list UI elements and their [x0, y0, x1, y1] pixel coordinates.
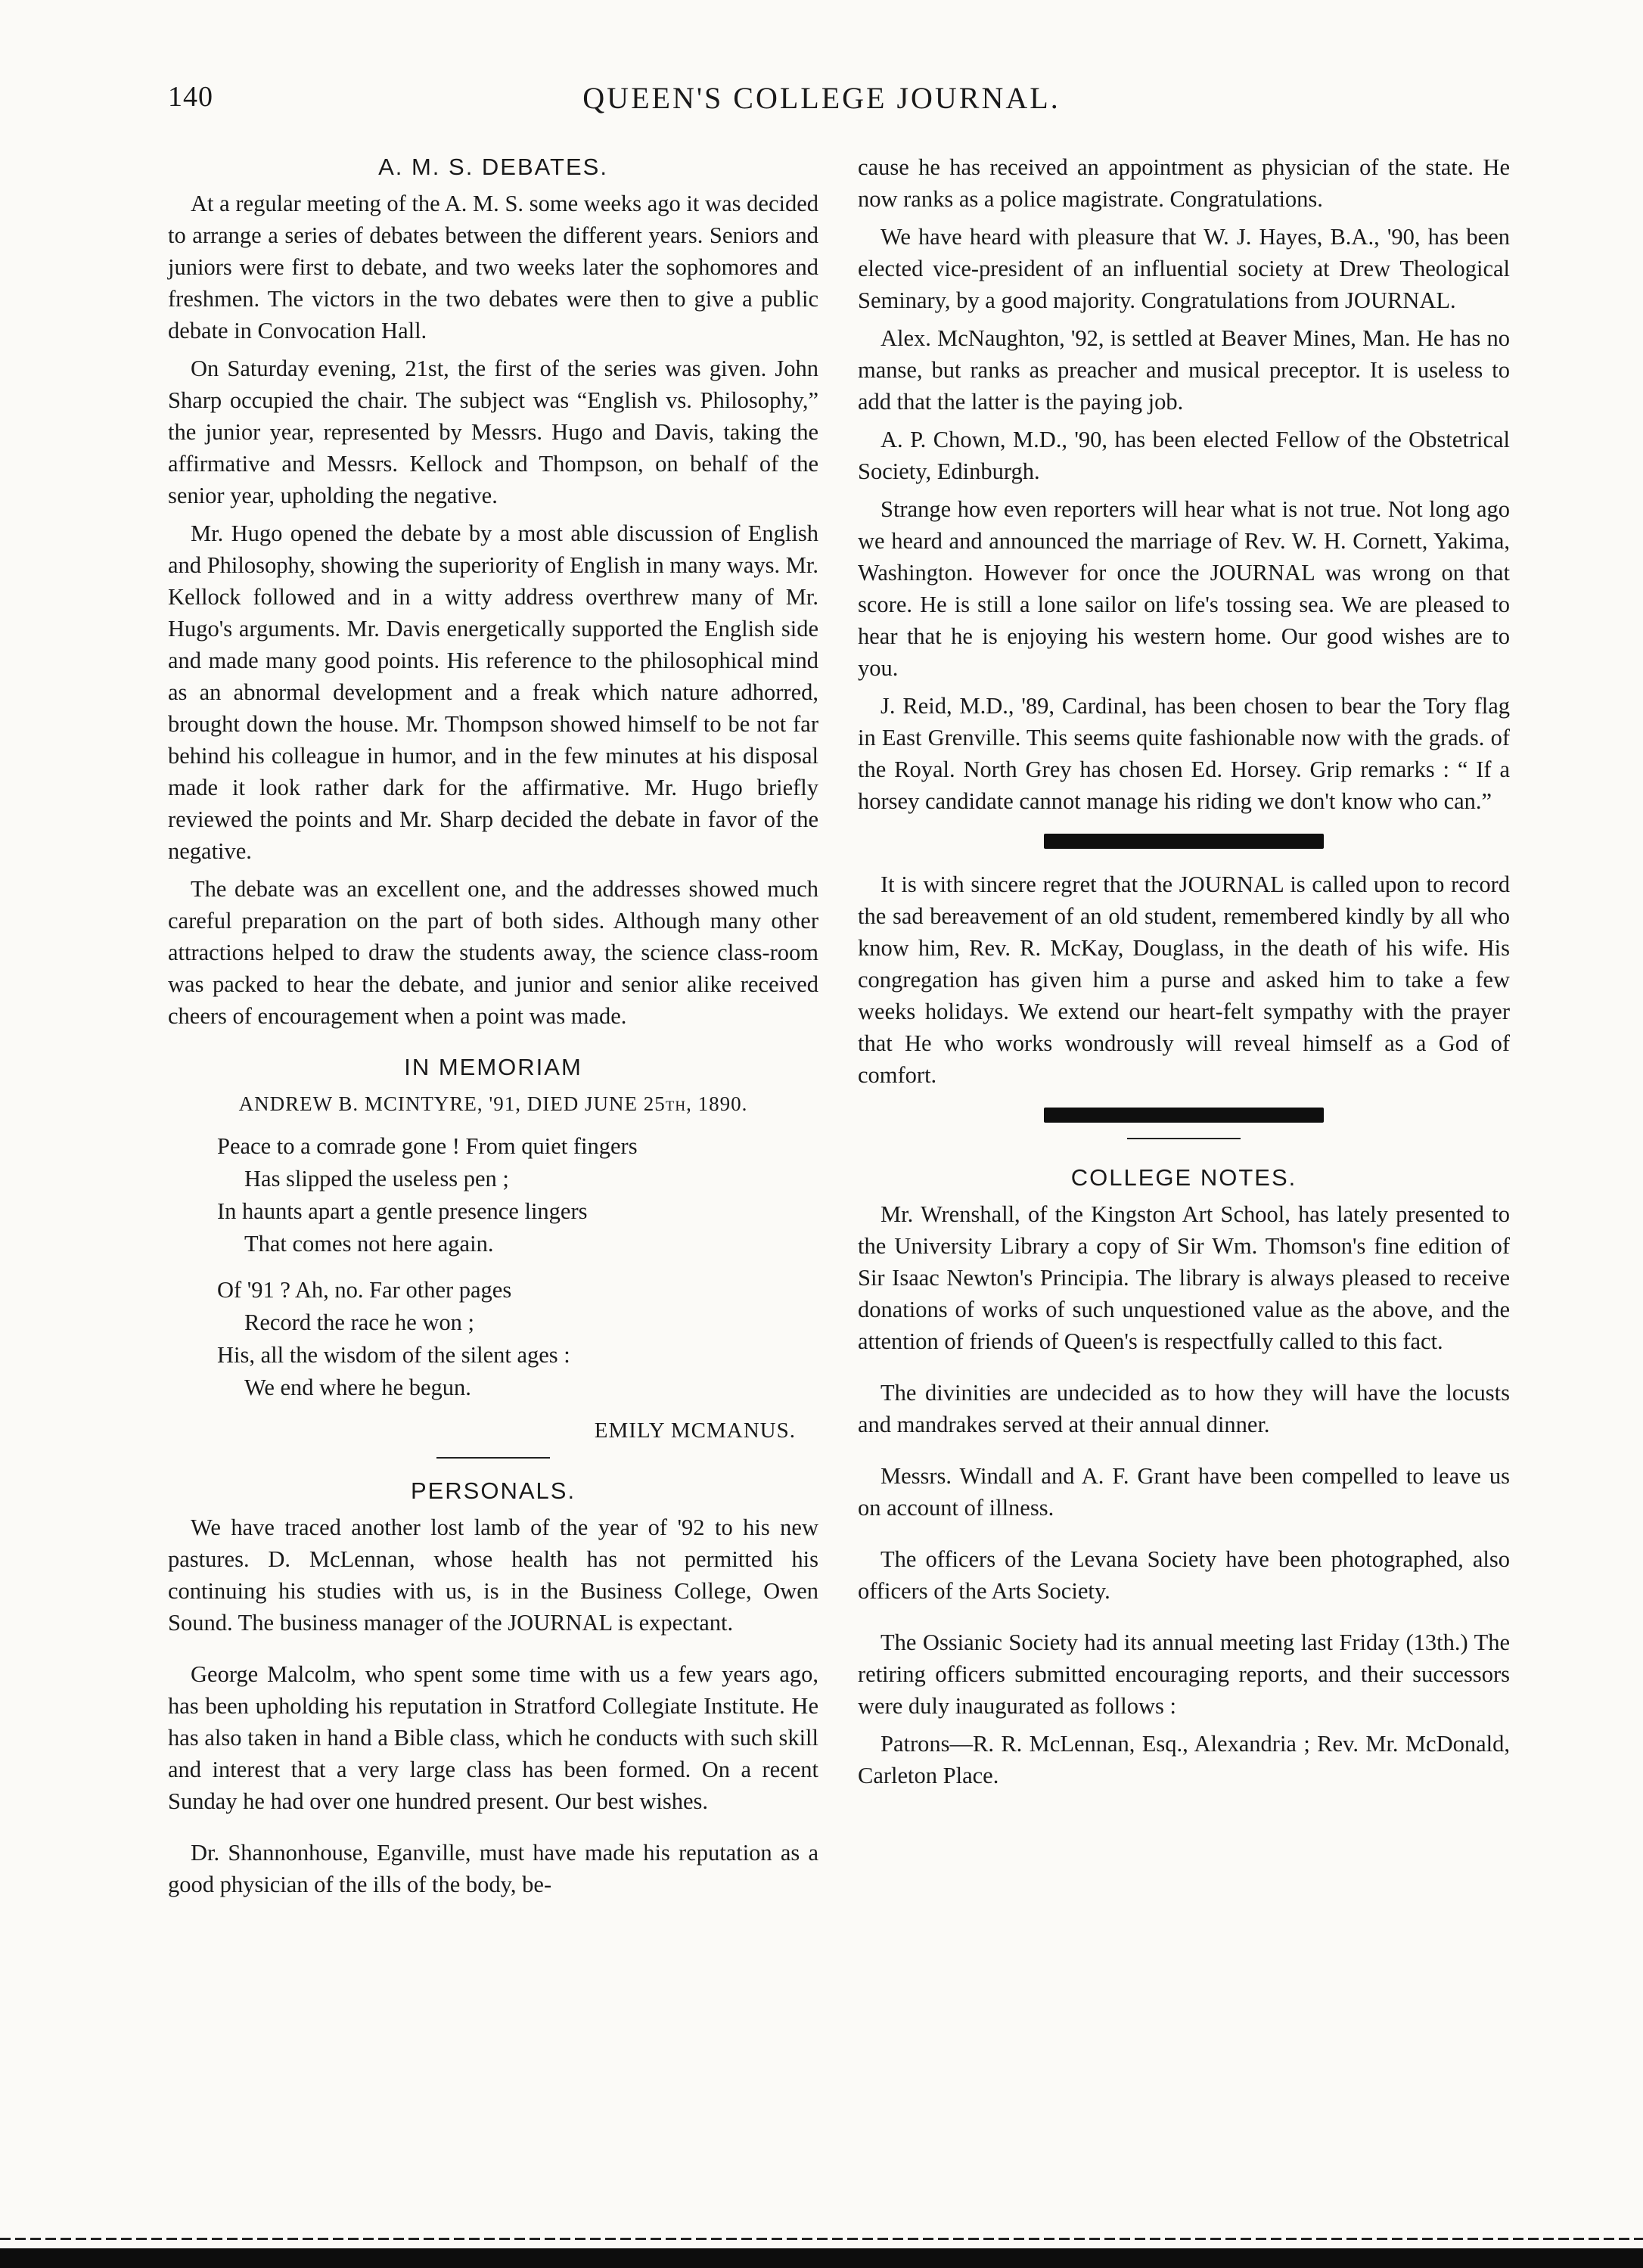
poem-stanza — [217, 1274, 818, 1404]
poem-line: Record the race he won ; — [244, 1310, 475, 1335]
bottom-edge-rule — [0, 2248, 1643, 2268]
ams-debates-heading: A. M. S. DEBATES. — [378, 154, 608, 180]
section-divider — [436, 1457, 550, 1459]
college-notes-heading: COLLEGE NOTES. — [1070, 1164, 1297, 1191]
personal-item: Alex. McNaughton, '92, is settled at Beaver Mines, Man. He has no manse, but ranks as preacher and musical preceptor. It is useless to add that the latter is the paying job. — [858, 325, 1510, 415]
poem-line: That comes not here again. — [244, 1231, 494, 1257]
personal-item: We have heard with pleasure that W. J. Hayes, B.A., '90, has been elected vice-president of an influential society at Drew Theological Seminary, by a good majority. Congratulations from JOURNAL. — [858, 224, 1510, 313]
poem-line: His, all the wisdom of the silent ages : — [217, 1342, 570, 1368]
personal-item: J. Reid, M.D., '89, Cardinal, has been chosen to bear the Tory flag in East Grenville. This seems quite fashionable now with the grads. of the Royal. North Grey has chosen Ed. Horsey. Grip remarks : “ If a horsey candidate cannot manage his riding we don't know who can.” — [858, 693, 1510, 814]
page-number: 140 — [168, 81, 213, 113]
college-note: The divinities are undecided as to how they will have the locusts and mandrakes served at their annual dinner. — [858, 1380, 1510, 1437]
personal-item-continued: cause he has received an appointment as physician of the state. He now ranks as a police magistrate. Congratulations. — [858, 154, 1510, 212]
memoriam-subtitle: ANDREW B. MCINTYRE, '91, DIED JUNE 25th, 1890. — [238, 1092, 748, 1115]
page-header — [0, 80, 1643, 126]
in-memoriam-heading: IN MEMORIAM — [404, 1054, 582, 1080]
poem-stanza — [217, 1130, 818, 1260]
right-column — [858, 151, 1510, 1791]
college-note: The Ossianic Society had its annual meeting last Friday (13th.) The retiring officers submitted encouraging reports, and their successors were duly inaugurated as follows : — [858, 1630, 1510, 1719]
personal-item: We have traced another lost lamb of the year of '92 to his new pastures. D. McLennan, whose health has not permitted his continuing his studies with us, is in the Business College, Owen Sound. The business manager of the JOURNAL is expectant. — [168, 1515, 818, 1636]
personal-item: Strange how even reporters will hear what is not true. Not long ago we heard and announced the marriage of Rev. W. H. Cornett, Yakima, Washington. However for once the JOURNAL was wrong on that score. He is still a lone sailor on life's tossing sea. We are pleased to hear that he is enjoying his western home. Our good wishes are to you. — [858, 496, 1510, 681]
poem-line: Peace to a comrade gone ! From quiet fingers — [217, 1133, 638, 1159]
ams-paragraph: On Saturday evening, 21st, the first of the series was given. John Sharp occupied the chair. The subject was “English vs. Philosophy,” the junior year, represented by Messrs. Hugo and Davis, taking the affirmative and Messrs. Kellock and Thompson, on behalf of the senior year, upholding the negative. — [168, 356, 818, 508]
memoriam-poem — [217, 1130, 818, 1404]
left-column — [168, 151, 818, 1900]
personal-item: Dr. Shannonhouse, Eganville, must have made his reputation as a good physician of the ills of the body, be- — [168, 1840, 818, 1897]
heavy-divider — [1044, 834, 1324, 849]
running-title: QUEEN'S COLLEGE JOURNAL. — [582, 81, 1061, 115]
heavy-divider — [1044, 1108, 1324, 1123]
bottom-dashed-rule — [0, 2238, 1643, 2240]
poem-line: In haunts apart a gentle presence lingers — [217, 1198, 588, 1224]
ams-paragraph: The debate was an excellent one, and the addresses showed much careful preparation on the part of both sides. Although many other attractions helped to draw the students away, the science class-room was packed to hear the debate, and junior and senior alike received cheers of encouragement when a point was made. — [168, 876, 818, 1029]
bereavement-notice: It is with sincere regret that the JOURNAL is called upon to record the sad bereavement of an old student, remembered kindly by all who know him, Rev. R. McKay, Douglass, in the death of his wife. His congregation has given him a purse and asked him to take a few weeks holidays. We extend our heart-felt sympathy with the prayer that He who works wondrously will reveal himself as a God of comfort. — [858, 871, 1510, 1088]
ams-paragraph: Mr. Hugo opened the debate by a most able discussion of English and Philosophy, showing the superiority of English in many ways. Mr. Kellock followed and in a witty address overthrew many of Mr. Hugo's arguments. Mr. Davis energetically supported the English side and made many good points. His reference to the philosophical mind as an abnormal development and a freak which nature adhorred, brought down the house. Mr. Thompson showed himself to be not far behind his colleague in humor, and in the few minutes at his disposal made it look rather dark for the affirmative. Mr. Hugo briefly reviewed the points and Mr. Sharp decided the debate in favor of the negative. — [168, 520, 818, 864]
college-note: Mr. Wrenshall, of the Kingston Art School, has lately presented to the University Library a copy of Sir Wm. Thomson's fine edition of Sir Isaac Newton's Principia. The library is always pleased to receive donations of works of such unquestioned value as the above, and the attention of friends of Queen's is respectfully called to this fact. — [858, 1201, 1510, 1354]
poem-line: Of '91 ? Ah, no. Far other pages — [217, 1277, 512, 1303]
personals-heading: PERSONALS. — [410, 1477, 576, 1504]
college-note: Patrons—R. R. McLennan, Esq., Alexandria ; Rev. Mr. McDonald, Carleton Place. — [858, 1731, 1510, 1788]
college-note: Messrs. Windall and A. F. Grant have been compelled to leave us on account of illness. — [858, 1463, 1510, 1521]
poem-signature: EMILY MCMANUS. — [594, 1418, 796, 1443]
ams-paragraph: At a regular meeting of the A. M. S. some weeks ago it was decided to arrange a series of debates between the different years. Seniors and juniors were first to debate, and two weeks later the sophomores and freshmen. The victors in the two debates were then to give a public debate in Convocation Hall. — [168, 191, 818, 343]
personal-item: A. P. Chown, M.D., '90, has been elected Fellow of the Obstetrical Society, Edinburgh. — [858, 427, 1510, 484]
college-note: The officers of the Levana Society have been photographed, also officers of the Arts Society. — [858, 1546, 1510, 1604]
poem-line: Has slipped the useless pen ; — [244, 1166, 509, 1191]
poem-line: We end where he begun. — [244, 1375, 471, 1400]
personal-item: George Malcolm, who spent some time with us a few years ago, has been upholding his reputation in Stratford Collegiate Institute. He has also taken in hand a Bible class, which he conducts with such skill and interest that a very large class has been formed. On a recent Sunday he had over one hundred present. Our best wishes. — [168, 1661, 818, 1814]
section-divider — [1127, 1138, 1241, 1139]
